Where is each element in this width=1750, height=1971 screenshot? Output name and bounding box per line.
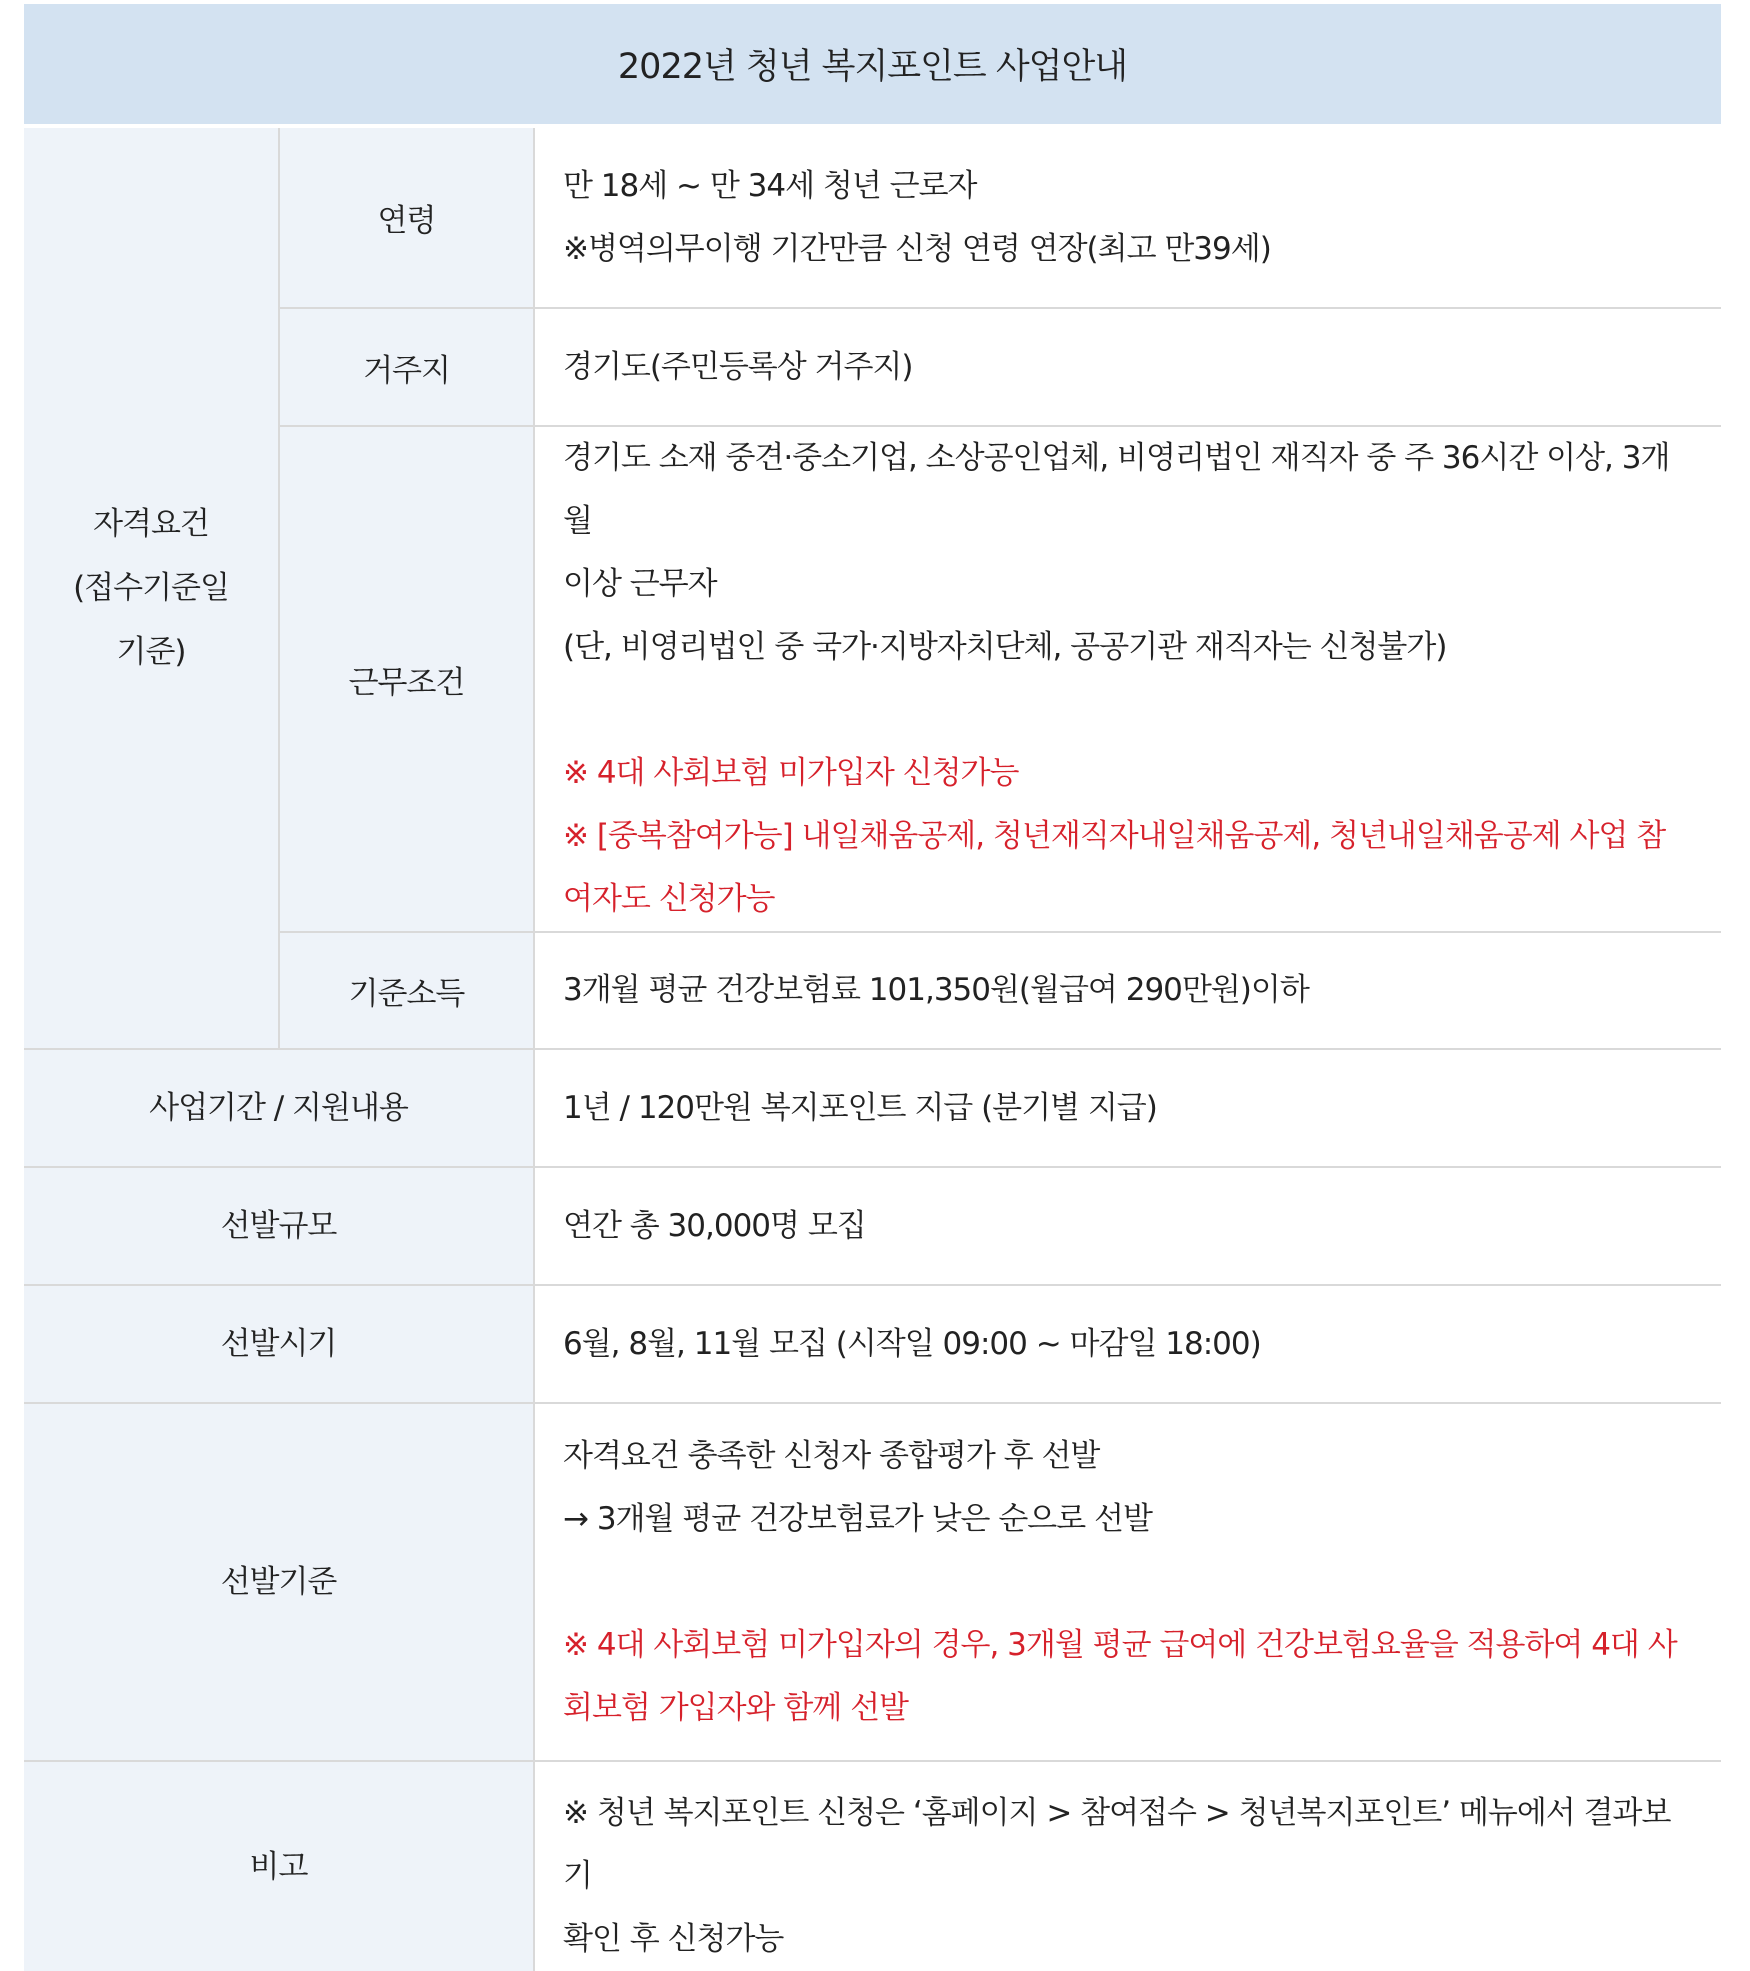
- work-line: (단, 비영리법인 중 국가·지방자치단체, 공공기관 재직자는 신청불가): [563, 629, 1447, 665]
- qualification-label-line: 기준): [116, 634, 186, 670]
- work-red-line: ※ 4대 사회보험 미가입자 신청가능: [563, 755, 1019, 791]
- period-label: 사업기간 / 지원내용: [24, 1049, 534, 1167]
- age-line: ※병역의무이행 기간만큼 신청 연령 연장(최고 만39세): [563, 230, 1271, 267]
- period-value: [534, 1049, 1721, 1167]
- age-value: [534, 128, 1721, 308]
- criteria-red-line: 회보험 가입자와 함께 선발: [563, 1689, 908, 1726]
- table-row-criteria: [24, 1403, 1721, 1761]
- table-row-scale: [24, 1167, 1721, 1285]
- income-label: 기준소득: [279, 932, 534, 1049]
- table-row-period: [24, 1049, 1721, 1167]
- period-line: 1년 / 120만원 복지포인트 지급 (분기별 지급): [563, 1089, 1157, 1126]
- info-table: [24, 128, 1721, 1971]
- scale-label: 선발규모: [24, 1167, 534, 1285]
- qualification-label: [24, 128, 279, 1049]
- timing-line: 6월, 8월, 11월 모집 (시작일 09:00 ~ 마감일 18:00): [563, 1325, 1261, 1362]
- spacer: [563, 679, 1697, 742]
- note-label: 비고: [24, 1761, 534, 1971]
- table-row-income: [24, 932, 1721, 1049]
- table-row-age: [24, 128, 1721, 308]
- note-value: [534, 1761, 1721, 1971]
- criteria-label: 선발기준: [24, 1403, 534, 1761]
- note-line: ※ 청년 복지포인트 신청은 ‘홈페이지 > 참여접수 > 청년복지포인트’ 메뉴에서 결과보기: [563, 1795, 1671, 1894]
- spacer: [563, 1551, 1697, 1614]
- residence-line: 경기도(주민등록상 거주지): [563, 348, 913, 385]
- work-condition-value: [534, 426, 1721, 932]
- criteria-line: → 3개월 평균 건강보험료가 낮은 순으로 선발: [563, 1500, 1152, 1537]
- work-red-line: ※ [중복참여가능] 내일채움공제, 청년재직자내일채움공제, 청년내일채움공제 사업 참: [563, 818, 1666, 854]
- table-row-residence: [24, 308, 1721, 426]
- residence-value: [534, 308, 1721, 426]
- scale-value: [534, 1167, 1721, 1285]
- timing-label: 선발시기: [24, 1285, 534, 1403]
- income-value: [534, 932, 1721, 1049]
- scale-line: 연간 총 30,000명 모집: [563, 1207, 866, 1244]
- criteria-red-line: ※ 4대 사회보험 미가입자의 경우, 3개월 평균 급여에 건강보험요율을 적용하여 4대 사: [563, 1626, 1677, 1663]
- table-row-work-condition: [24, 426, 1721, 932]
- table-row-note: [24, 1761, 1721, 1971]
- residence-label: 거주지: [279, 308, 534, 426]
- age-line: 만 18세 ~ 만 34세 청년 근로자: [563, 167, 977, 204]
- income-line: 3개월 평균 건강보험료 101,350원(월급여 290만원)이하: [563, 972, 1309, 1008]
- work-condition-label: 근무조건: [279, 426, 534, 932]
- age-label: 연령: [279, 128, 534, 308]
- work-red-line: 여자도 신청가능: [563, 881, 775, 917]
- work-line: 이상 근무자: [563, 566, 717, 602]
- work-line: 경기도 소재 중견·중소기업, 소상공인업체, 비영리법인 재직자 중 주 36시간 이상, 3개월: [563, 440, 1670, 539]
- criteria-value: [534, 1403, 1721, 1761]
- table-row-timing: [24, 1285, 1721, 1403]
- note-line: 확인 후 신청가능: [563, 1921, 784, 1957]
- qualification-label-line: (접수기준일: [73, 570, 229, 606]
- criteria-line: 자격요건 충족한 신청자 종합평가 후 선발: [563, 1437, 1100, 1474]
- info-table-container: [24, 4, 1721, 1971]
- qualification-label-line: 자격요건: [93, 506, 209, 542]
- timing-value: [534, 1285, 1721, 1403]
- table-title: 2022년 청년 복지포인트 사업안내: [24, 4, 1721, 124]
